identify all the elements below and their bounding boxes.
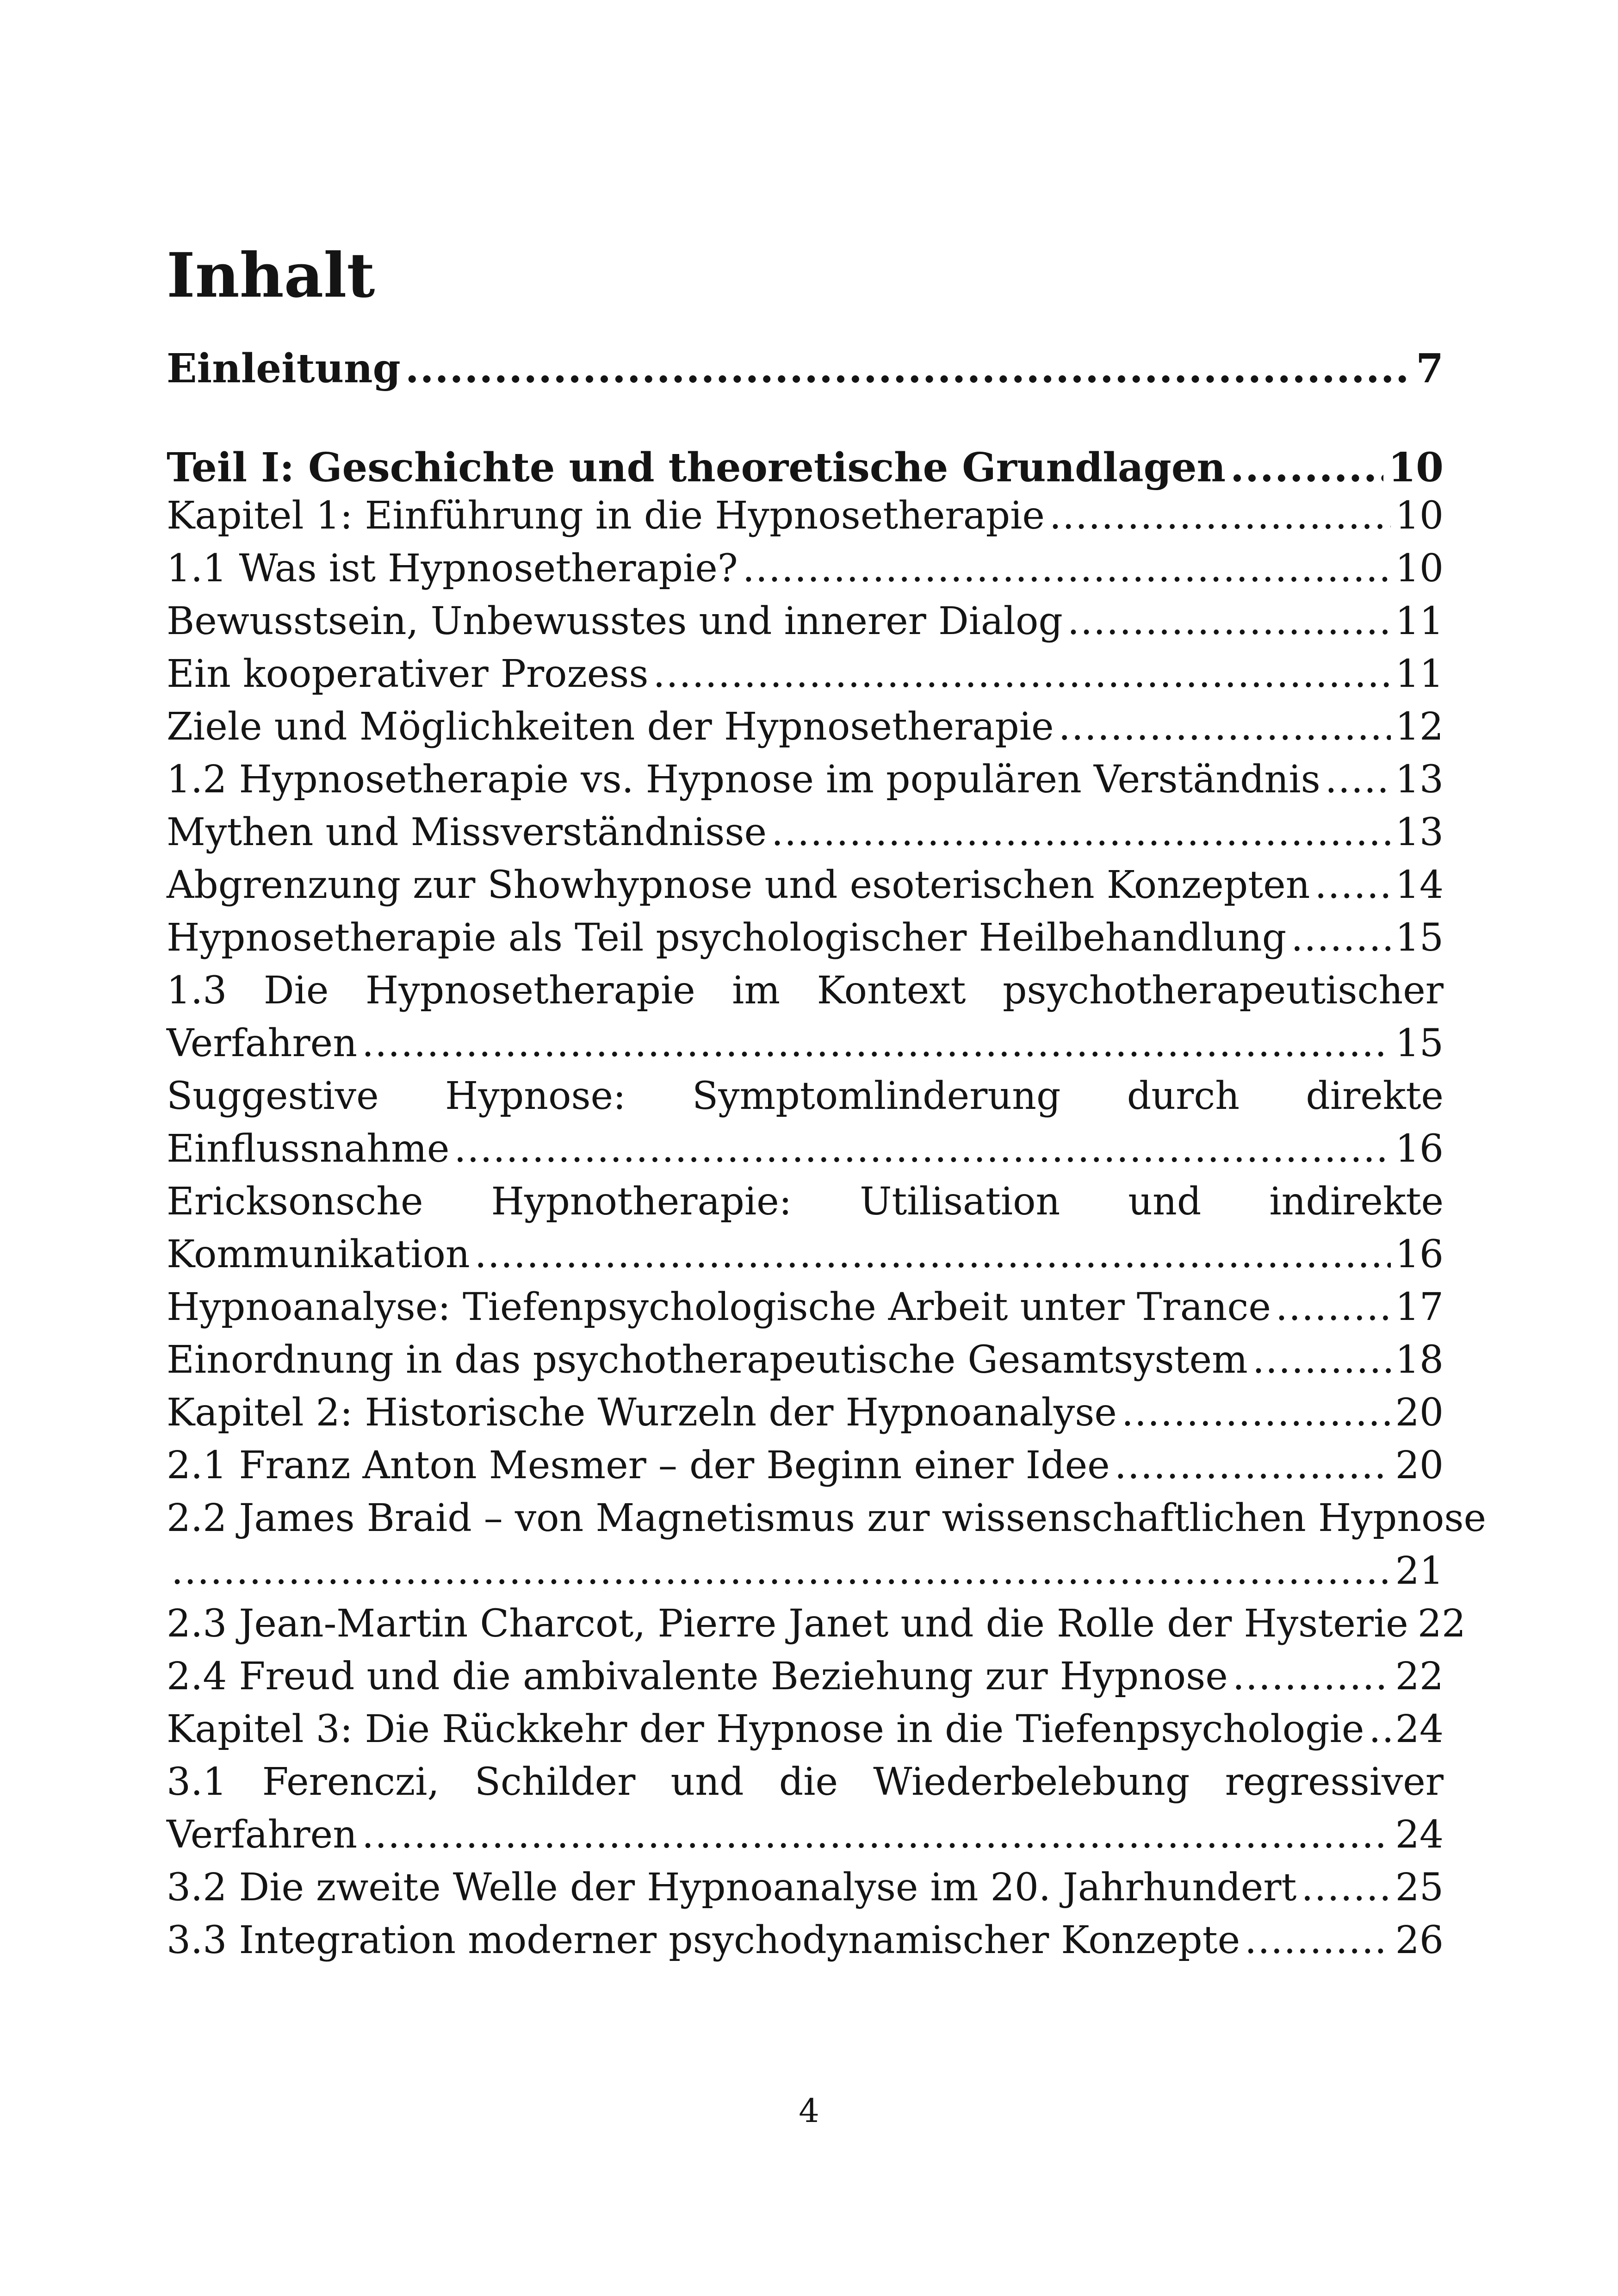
toc-entry-word: und — [670, 1760, 744, 1804]
toc-entry[interactable] — [167, 595, 1444, 648]
toc-entry-title: 2.4 Freud und die ambivalente Beziehung zur Hypnose — [167, 1655, 1228, 1699]
toc-dot-leader — [1049, 490, 1391, 542]
toc-dot-leader — [1245, 1914, 1391, 1967]
toc-entry-word: indirekte — [1269, 1180, 1444, 1224]
toc-dot-leader — [1325, 753, 1391, 806]
toc-entry[interactable] — [167, 1281, 1444, 1334]
toc-entry-title: Kapitel 2: Historische Wurzeln der Hypnoanalyse — [167, 1391, 1117, 1435]
toc-entry-word: Hypnose: — [445, 1074, 626, 1118]
toc-page-number: 22 — [1395, 1655, 1444, 1699]
toc-dot-leader — [1067, 595, 1391, 648]
toc-entry-word: die — [779, 1760, 838, 1804]
toc-dot-leader — [743, 542, 1391, 595]
toc-entry-word: Schilder — [474, 1760, 636, 1804]
toc-entry-word: Symptomlinderung — [692, 1074, 1061, 1118]
toc-entry[interactable] — [167, 1176, 1444, 1281]
toc-page-number: 10 — [1395, 494, 1444, 538]
toc-dot-leader — [1115, 1439, 1391, 1492]
toc-entry-title: Ein kooperativer Prozess — [167, 652, 649, 696]
toc-entry-word: im — [732, 969, 781, 1013]
toc-entry-title: Kapitel 3: Die Rückkehr der Hypnose in die Tiefenpsychologie — [167, 1707, 1364, 1751]
toc-entry-title: 2.1 Franz Anton Mesmer – der Beginn einer Idee — [167, 1444, 1110, 1487]
toc-entry-title: 3.3 Integration moderner psychodynamischer Konzepte — [167, 1918, 1240, 1962]
toc-entry-word: direkte — [1306, 1074, 1444, 1118]
toc-entry-title: Einflussnahme — [167, 1127, 450, 1171]
toc-entry-title: 1.2 Hypnosetherapie vs. Hypnose im populären Verständnis — [167, 758, 1320, 802]
toc-page-number: 15 — [1395, 916, 1444, 960]
toc-entry-word: Die — [263, 969, 329, 1013]
toc-entry-justified-line — [167, 1176, 1444, 1228]
toc-entry-word: Wiederbelebung — [873, 1760, 1190, 1804]
toc-entry-title: Abgrenzung zur Showhypnose und esoterischen Konzepten — [167, 863, 1310, 907]
toc-dot-leader — [1276, 1281, 1391, 1334]
toc-page-number: 13 — [1395, 810, 1444, 854]
toc-entry-word: Utilisation — [860, 1180, 1060, 1224]
toc-dot-leader — [171, 1545, 1391, 1598]
toc-entry-title: Einordnung in das psychotherapeutische Gesamtsystem — [167, 1338, 1248, 1382]
toc-page-number: 10 — [1395, 547, 1444, 591]
toc-entry-title: Verfahren — [167, 1813, 358, 1857]
toc-entry[interactable] — [167, 1070, 1444, 1176]
toc-dot-leader — [454, 1123, 1390, 1176]
toc-entry-word: und — [1128, 1180, 1202, 1224]
toc-page-number: 10 — [1388, 444, 1444, 491]
toc-dot-leader — [1314, 859, 1390, 912]
toc-page-number: 17 — [1395, 1285, 1444, 1329]
toc-dot-leader — [1059, 701, 1391, 753]
toc-dot-leader — [1252, 1334, 1391, 1387]
toc-dot-leader — [1301, 1861, 1390, 1914]
toc-page-number: 24 — [1395, 1813, 1444, 1857]
toc-entry[interactable] — [167, 1703, 1444, 1756]
toc-entry[interactable] — [167, 1334, 1444, 1387]
toc-entry-justified-line — [167, 1070, 1444, 1123]
toc-entry[interactable] — [167, 1492, 1486, 1598]
toc-page-number: 11 — [1395, 599, 1444, 643]
toc-entry-word: 1.3 — [167, 969, 227, 1013]
toc-dot-leader — [362, 1809, 1391, 1861]
toc-page-number: 11 — [1395, 652, 1444, 696]
toc-entry-title: Kommunikation — [167, 1232, 470, 1276]
toc-entry-justified-line — [167, 964, 1444, 1017]
toc-dot-leader — [362, 1017, 1391, 1070]
toc-entry-word: Hypnotherapie: — [491, 1180, 792, 1224]
toc-entry-word: durch — [1127, 1074, 1240, 1118]
toc-page-number: 26 — [1395, 1918, 1444, 1962]
toc-dot-leader — [1122, 1387, 1391, 1439]
toc-page-number: 7 — [1416, 345, 1444, 392]
toc-part-entry[interactable] — [167, 442, 1444, 494]
toc-entry-title: Einleitung — [167, 345, 401, 392]
toc-entry-word: regressiver — [1225, 1760, 1444, 1804]
toc-dot-leader — [475, 1228, 1391, 1281]
toc-entry[interactable] — [167, 859, 1444, 912]
toc-entry-title: 1.1 Was ist Hypnosetherapie? — [167, 547, 738, 591]
toc-entry-title: 2.3 Jean-Martin Charcot, Pierre Janet und die Rolle der Hysterie — [167, 1602, 1408, 1646]
toc-dot-leader — [771, 806, 1391, 859]
toc-entry-title: 3.2 Die zweite Welle der Hypnoanalyse im 20. Jahrhundert — [167, 1866, 1297, 1910]
toc-dot-leader — [1369, 1703, 1390, 1756]
toc-page-number: 15 — [1395, 1021, 1444, 1065]
toc-entry-title: 2.2 James Braid – von Magnetismus zur wissenschaftlichen Hypnose — [167, 1496, 1486, 1540]
toc-entry[interactable] — [167, 701, 1444, 753]
toc-entry-justified-line — [167, 1756, 1444, 1809]
toc-entry-word: Kontext — [817, 969, 966, 1013]
toc-dot-leader — [653, 648, 1390, 701]
toc-dot-leader — [1233, 1650, 1391, 1703]
toc-entry[interactable] — [167, 1914, 1444, 1967]
page-number: 4 — [799, 2092, 819, 2130]
toc-entry[interactable] — [167, 1439, 1444, 1492]
toc-page-number: 12 — [1395, 705, 1444, 749]
toc-entry-title: Kapitel 1: Einführung in die Hypnosetherapie — [167, 494, 1045, 538]
toc-entry[interactable] — [167, 912, 1444, 964]
toc-entry[interactable] — [167, 542, 1444, 595]
toc-entry-word: Suggestive — [167, 1074, 379, 1118]
toc-dot-leader — [405, 342, 1411, 395]
toc-entry-title: Hypnosetherapie als Teil psychologischer Heilbehandlung — [167, 916, 1287, 960]
toc-page-number: 18 — [1395, 1338, 1444, 1382]
toc-entry-title: Verfahren — [167, 1021, 358, 1065]
toc-page-number: 13 — [1395, 758, 1444, 802]
toc-entry-title: Bewusstsein, Unbewusstes und innerer Dialog — [167, 599, 1063, 643]
toc-entry[interactable] — [167, 1598, 1466, 1650]
toc-entry[interactable] — [167, 806, 1444, 859]
toc-entry-word: psychotherapeutischer — [1003, 969, 1444, 1013]
toc-dot-leader — [1230, 442, 1383, 494]
toc-entry[interactable] — [167, 964, 1444, 1070]
toc-page-number: 14 — [1395, 863, 1444, 907]
page-title: Inhalt — [167, 240, 375, 311]
toc-page-number: 24 — [1395, 1707, 1444, 1751]
toc-entry-title: Hypnoanalyse: Tiefenpsychologische Arbeit unter Trance — [167, 1285, 1271, 1329]
toc-entry-word: Hypnosetherapie — [365, 969, 695, 1013]
toc-page-number: 16 — [1395, 1127, 1444, 1171]
toc-entry[interactable] — [167, 648, 1444, 701]
toc-part-entry[interactable] — [167, 342, 1444, 395]
toc-page-number: 22 — [1417, 1602, 1466, 1646]
toc-dot-leader — [1291, 912, 1390, 964]
toc-entry-word: 3.1 — [167, 1760, 227, 1804]
toc-page-number: 20 — [1395, 1444, 1444, 1487]
toc-entry[interactable] — [167, 1756, 1444, 1861]
toc-entry[interactable] — [167, 1861, 1444, 1914]
toc-entry-word: Ericksonsche — [167, 1180, 423, 1224]
toc-page-number: 16 — [1395, 1232, 1444, 1276]
toc-page-number: 21 — [1395, 1549, 1444, 1593]
toc-entry-word: Ferenczi, — [262, 1760, 440, 1804]
toc-entry[interactable] — [167, 753, 1444, 806]
toc-entry[interactable] — [167, 490, 1444, 542]
toc-entry-title: Mythen und Missverständnisse — [167, 810, 767, 854]
toc-page-number: 20 — [1395, 1391, 1444, 1435]
toc-entry-title: Teil I: Geschichte und theoretische Grundlagen — [167, 444, 1226, 491]
toc-page-number: 25 — [1395, 1866, 1444, 1910]
toc-entry[interactable] — [167, 1650, 1444, 1703]
toc-entry-title: Ziele und Möglichkeiten der Hypnosetherapie — [167, 705, 1054, 749]
toc-entry[interactable] — [167, 1387, 1444, 1439]
